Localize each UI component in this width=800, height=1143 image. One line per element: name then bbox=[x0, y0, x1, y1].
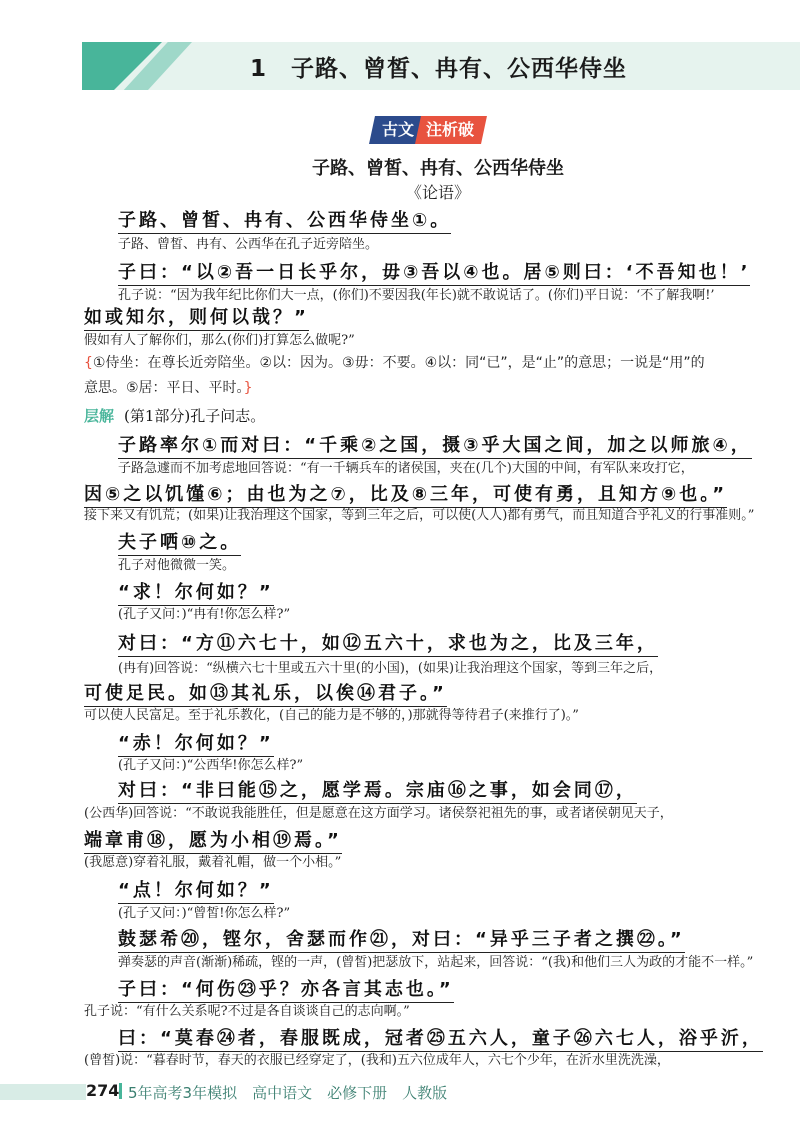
text-author: 《论语》 bbox=[405, 183, 470, 202]
original-text-line: 子曰：“何伤㉓乎？亦各言其志也。” bbox=[118, 975, 454, 1003]
note-brace: } bbox=[243, 380, 253, 396]
footer-accent bbox=[0, 1084, 86, 1100]
original-text-line: “点！尔何如？” bbox=[118, 876, 274, 904]
annotation-note bbox=[84, 352, 705, 372]
original-text-line: 对曰：“方⑪六七十，如⑫五六十，求也为之，比及三年， bbox=[118, 629, 658, 657]
translation-line: (孔子又问：)“曾皙!你怎么样?” bbox=[118, 906, 291, 921]
translation-line: 弹奏瑟的声音(渐渐)稀疏，铿的一声，(曾皙)把瑟放下，站起来，回答说：“(我)和他们三人为政的才能不一样。” bbox=[118, 955, 754, 970]
original-text-line: 对曰：“非曰能⑮之，愿学焉。宗庙⑯之事，如会同⑰， bbox=[118, 776, 637, 804]
text-title: 子路、曾皙、冉有、公西华侍坐 bbox=[312, 158, 564, 179]
badge-left-label: 古文 bbox=[382, 120, 415, 139]
translation-line: 可以使人民富足。至于礼乐教化，(自己的能力是不够的，)那就得等待君子(来推行了)。” bbox=[84, 708, 579, 723]
translation-line: 孔子说：“因为我年纪比你们大一点，(你们)不要因我(年长)就不敢说话了。(你们)平日说：‘不了解我啊!’ bbox=[118, 288, 715, 303]
translation-line: (孔子又问：)“冉有!你怎么样?” bbox=[118, 607, 291, 622]
original-text-line: 如或知尔，则何以哉？” bbox=[84, 303, 309, 331]
section-badge bbox=[372, 116, 484, 144]
original-text-line: 子曰：“以②吾一日长乎尔，毋③吾以④也。居⑤则曰：‘不吾知也！’ bbox=[118, 258, 750, 286]
translation-line: 接下来又有饥荒；(如果)让我治理这个国家，等到三年之后，可以使(人人)都有勇气，而且知道合乎礼义的行事准则。” bbox=[84, 508, 755, 523]
note-text: 意思。⑤居：平日、平时。 bbox=[84, 380, 244, 396]
original-text-line: 鼓瑟希⑳，铿尔，舍瑟而作㉑，对曰：“异乎三子者之撰㉒。” bbox=[118, 925, 685, 953]
header-stripe-decoration bbox=[82, 42, 192, 90]
section-heading bbox=[84, 405, 265, 426]
original-text-line: 可使足民。如⑬其礼乐，以俟⑭君子。” bbox=[84, 679, 447, 707]
translation-line: 子路急遽而不加考虑地回答说：“有一千辆兵车的诸侯国，夹在(几个)大国的中间，有军队来攻打它， bbox=[118, 461, 694, 476]
original-text-line: 子路、曾皙、冉有、公西华侍坐①。 bbox=[118, 206, 451, 234]
translation-line: (我愿意)穿着礼服，戴着礼帽，做一个小相。” bbox=[84, 855, 342, 870]
section-tag: 层解 bbox=[84, 407, 115, 425]
badge-right-label: 注析破 bbox=[426, 120, 475, 139]
translation-line: (曾皙)说：“暮春时节，春天的衣服已经穿定了，(我和)五六位成年人，六七个少年，在沂水里洗洗澡， bbox=[84, 1053, 670, 1068]
original-text-line: 夫子哂⑩之。 bbox=[118, 528, 241, 556]
section-text: (第1部分)孔子问志。 bbox=[124, 407, 266, 425]
original-text-line: 子路率尔①而对曰：“千乘②之国，摄③乎大国之间，加之以师旅④， bbox=[118, 431, 752, 459]
page-number: 274 bbox=[86, 1081, 120, 1100]
note-text: ①侍坐：在尊长近旁陪坐。②以：因为。③毋：不要。④以：同“已”，是“止”的意思；一说是“用”的 bbox=[92, 355, 705, 371]
book-title: 5年高考3年模拟 高中语文 必修下册 人教版 bbox=[128, 1084, 448, 1102]
translation-line: (公西华)回答说：“不敢说我能胜任，但是愿意在这方面学习。诸侯祭祀祖先的事，或者诸侯朝见天子， bbox=[84, 806, 673, 821]
original-text-line: “赤！尔何如？” bbox=[118, 729, 274, 757]
translation-line: 假如有人了解你们，那么(你们)打算怎么做呢?” bbox=[84, 333, 355, 348]
original-text-line: 曰：“莫春㉔者，春服既成，冠者㉕五六人，童子㉖六七人，浴乎沂， bbox=[118, 1024, 763, 1052]
translation-line: 孔子说：“有什么关系呢?不过是各自谈谈自己的志向啊。” bbox=[84, 1004, 410, 1019]
footer-separator bbox=[119, 1083, 122, 1099]
translation-line: 孔子对他微微一笑。 bbox=[118, 558, 236, 573]
translation-line: (孔子又问：)“公西华!你怎么样?” bbox=[118, 758, 304, 773]
annotation-note bbox=[84, 377, 252, 397]
translation-line: 子路、曾皙、冉有、公西华在孔子近旁陪坐。 bbox=[118, 237, 379, 252]
original-text-line: “求！尔何如？” bbox=[118, 578, 274, 606]
translation-line: (冉有)回答说：“纵横六七十里或五六十里(的小国)，(如果)让我治理这个国家，等到三年之后， bbox=[118, 661, 663, 676]
original-text-line: 端章甫⑱，愿为小相⑲焉。” bbox=[84, 826, 342, 854]
original-text-line: 因⑤之以饥馑⑥；由也为之⑦，比及⑧三年，可使有勇，且知方⑨也。” bbox=[84, 480, 727, 508]
note-brace: { bbox=[84, 355, 93, 371]
lesson-title: 1 子路、曾皙、冉有、公西华侍坐 bbox=[250, 56, 628, 82]
